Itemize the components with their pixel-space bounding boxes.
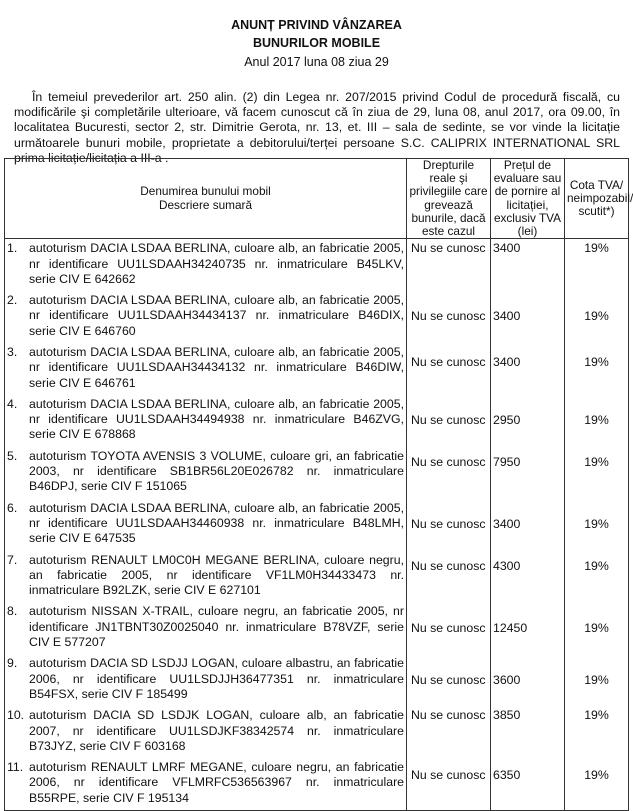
intro-text-end: /licitația a III-a . <box>85 150 169 165</box>
document-title-line2: BUNURILOR MOBILE <box>252 36 381 50</box>
item-description: autoturism DACIA SD LSDJJ LOGAN, culoare albastru, an fabricatie 2006, nr identificare UU1LSDJJH36477351 nr. inmatriculare B54FSX, serie CIV F 185499 <box>29 656 404 701</box>
item-description: autoturism NISSAN X-TRAIL, culoare negru, an fabricatie 2005, nr identificare JN1TBNT30Z0025040 nr. inmatriculare B78VZF, serie CIV E 577207 <box>29 604 404 650</box>
item-number: 3. <box>7 345 18 359</box>
item-price: 3850 <box>491 706 565 758</box>
item-rights: Nu se cunosc <box>407 602 491 654</box>
item-rights: Nu se cunosc <box>407 551 491 603</box>
item-number: 9. <box>7 656 18 671</box>
item-rights: Nu se cunosc <box>407 499 491 551</box>
item-price: 3400 <box>491 239 565 291</box>
item-description: autoturism DACIA LSDAA BERLINA, culoare alb, an fabricatie 2005, nr identificare UU1LSDAAH34460938 nr. inmatriculare B48LMH, serie CIV E 647535 <box>29 500 404 546</box>
table-row <box>5 706 629 758</box>
table-row <box>5 602 629 654</box>
item-rights: Nu se cunosc <box>407 343 491 395</box>
intro-struck-text: prima licitație <box>14 150 86 165</box>
item-description: autoturism RENAULT LM0C0H MEGANE BERLINA, culoare negru, an fabricatie 2005, nr identificare VF1LM0H34433473 nr. inmatriculare B92LZK, serie CIV E 627101 <box>29 552 404 598</box>
header-description-line2: Descriere sumară <box>158 197 253 212</box>
item-description-cell <box>5 602 407 654</box>
item-vat: 19% <box>565 395 629 447</box>
item-vat: 19% <box>565 758 629 810</box>
item-number: 6. <box>7 500 18 515</box>
item-number: 11. <box>7 760 24 775</box>
intro-text: În temeiul prevederilor art. 250 alin. (2) din Legea nr. 207/2015 privind Codul de procedură fiscală, cu modificările şi completările ulterioare, vă facem cunoscut că în ziua de 29, luna 08, anul 2017, ora 09.00, în localitatea Bucuresti, sector 2, str. Dimitrie Gerota, nr. 13, et. III – sala de sedinte, se vor vinde la licitație următoarele bunuri mobile, proprietate a debitorului/terței persoane S.C. CALIPRIX INTERNATIONAL SRL <box>14 90 620 150</box>
item-number: 7. <box>7 552 18 567</box>
item-description-cell <box>5 291 407 343</box>
item-description-cell <box>5 551 407 603</box>
item-vat: 19% <box>565 706 629 758</box>
item-vat: 19% <box>565 291 629 343</box>
document-date: Anul 2017 luna 08 ziua 29 <box>244 55 389 69</box>
header-rights: Drepturile reale şi privilegiile care grevează bunurile, dacă este cazul <box>407 159 491 239</box>
item-description: autoturism DACIA LSDAA BERLINA, culoare alb, an fabricatie 2005, nr identificare UU1LSDAAH34494938 nr. inmatriculare B46ZVG, serie CIV E 678868 <box>29 396 404 442</box>
item-number: 8. <box>7 604 18 619</box>
item-rights: Nu se cunosc <box>407 291 491 343</box>
intro-paragraph <box>14 90 620 166</box>
item-description-cell <box>5 395 407 447</box>
item-vat: 19% <box>565 343 629 395</box>
item-number: 1. <box>7 241 18 256</box>
item-description: autoturism RENAULT LMRF MEGANE, culoare negru, an fabricatie 2006, nr identificare VFLMRFC536563967 nr. inmatriculare B55RPE, serie CIV F 195134 <box>29 760 404 805</box>
item-price: 3400 <box>491 499 565 551</box>
goods-table <box>4 158 633 811</box>
item-number: 10. <box>7 708 25 723</box>
item-price: 2950 <box>491 395 565 447</box>
item-number: 2. <box>7 293 18 308</box>
item-rights: Nu se cunosc <box>407 395 491 447</box>
item-rights: Nu se cunosc <box>407 706 491 758</box>
item-description-cell <box>5 499 407 551</box>
table-row <box>5 654 629 706</box>
item-vat: 19% <box>565 499 629 551</box>
item-description: autoturism DACIA LSDAA BERLINA, culoare alb, an fabricatie 2005, nr identificare UU1LSDAAH34434137 nr. inmatriculare B46DIX, serie CIV E 646760 <box>29 293 404 338</box>
item-vat: 19% <box>565 239 629 291</box>
item-price: 12450 <box>491 602 565 654</box>
item-number: 4. <box>7 396 18 411</box>
item-description-cell <box>5 239 407 291</box>
item-description-cell <box>5 343 407 395</box>
item-description-cell <box>5 706 407 758</box>
table-row <box>5 291 629 343</box>
item-price: 3600 <box>491 654 565 706</box>
item-price: 3400 <box>491 291 565 343</box>
header-description-line1: Denumirea bunului mobil <box>140 184 271 199</box>
header-description <box>5 159 407 239</box>
item-rights: Nu se cunosc <box>407 654 491 706</box>
table-header-row <box>5 159 629 239</box>
table-row <box>5 343 629 395</box>
header-price: Prețul de evaluare sau de pornire al licitației, exclusiv TVA (lei) <box>491 159 565 239</box>
item-number: 5. <box>7 448 18 463</box>
item-rights: Nu se cunosc <box>407 758 491 810</box>
item-vat: 19% <box>565 551 629 603</box>
item-description-cell <box>5 447 407 499</box>
item-description: autoturism DACIA SD LSDJK LOGAN, culoare alb, an fabricatie 2007, nr identificare UU1LSDJKF38342574 nr. inmatriculare B73JYZ, serie CIV F 603168 <box>29 708 404 753</box>
item-price: 6350 <box>491 758 565 810</box>
item-price: 7950 <box>491 447 565 499</box>
item-description-cell <box>5 758 407 810</box>
table-row <box>5 239 629 291</box>
item-vat: 19% <box>565 602 629 654</box>
header-vat: Cota TVA/ neimpozabil/ scutit*) <box>565 159 629 239</box>
item-price: 4300 <box>491 551 565 603</box>
item-description: autoturism DACIA LSDAA BERLINA, culoare alb, an fabricatie 2005, nr identificare UU1LSDAAH34240735 nr. inmatriculare B45LKV, serie CIV E 642662 <box>29 241 404 286</box>
item-rights: Nu se cunosc <box>407 239 491 291</box>
item-vat: 19% <box>565 447 629 499</box>
item-description: autoturism TOYOTA AVENSIS 3 VOLUME, culoare gri, an fabricatie 2003, nr identificare SB1BR56L20E026782 nr. inmatriculare B46DPJ, serie CIV F 151065 <box>29 448 404 494</box>
table-row <box>5 395 629 447</box>
table-row <box>5 447 629 499</box>
item-rights: Nu se cunosc <box>407 447 491 499</box>
item-vat: 19% <box>565 654 629 706</box>
item-price: 3400 <box>491 343 565 395</box>
table-row <box>5 499 629 551</box>
table-row <box>5 551 629 603</box>
document-title-line1: ANUNȚ PRIVIND VÂNZAREA <box>231 18 402 32</box>
item-description-cell <box>5 654 407 706</box>
table-row <box>5 758 629 810</box>
item-description: autoturism DACIA LSDAA BERLINA, culoare alb, an fabricatie 2005, nr identificare UU1LSDAAH34434132 nr. inmatriculare B46DIW, serie CIV E 646761 <box>29 345 404 390</box>
